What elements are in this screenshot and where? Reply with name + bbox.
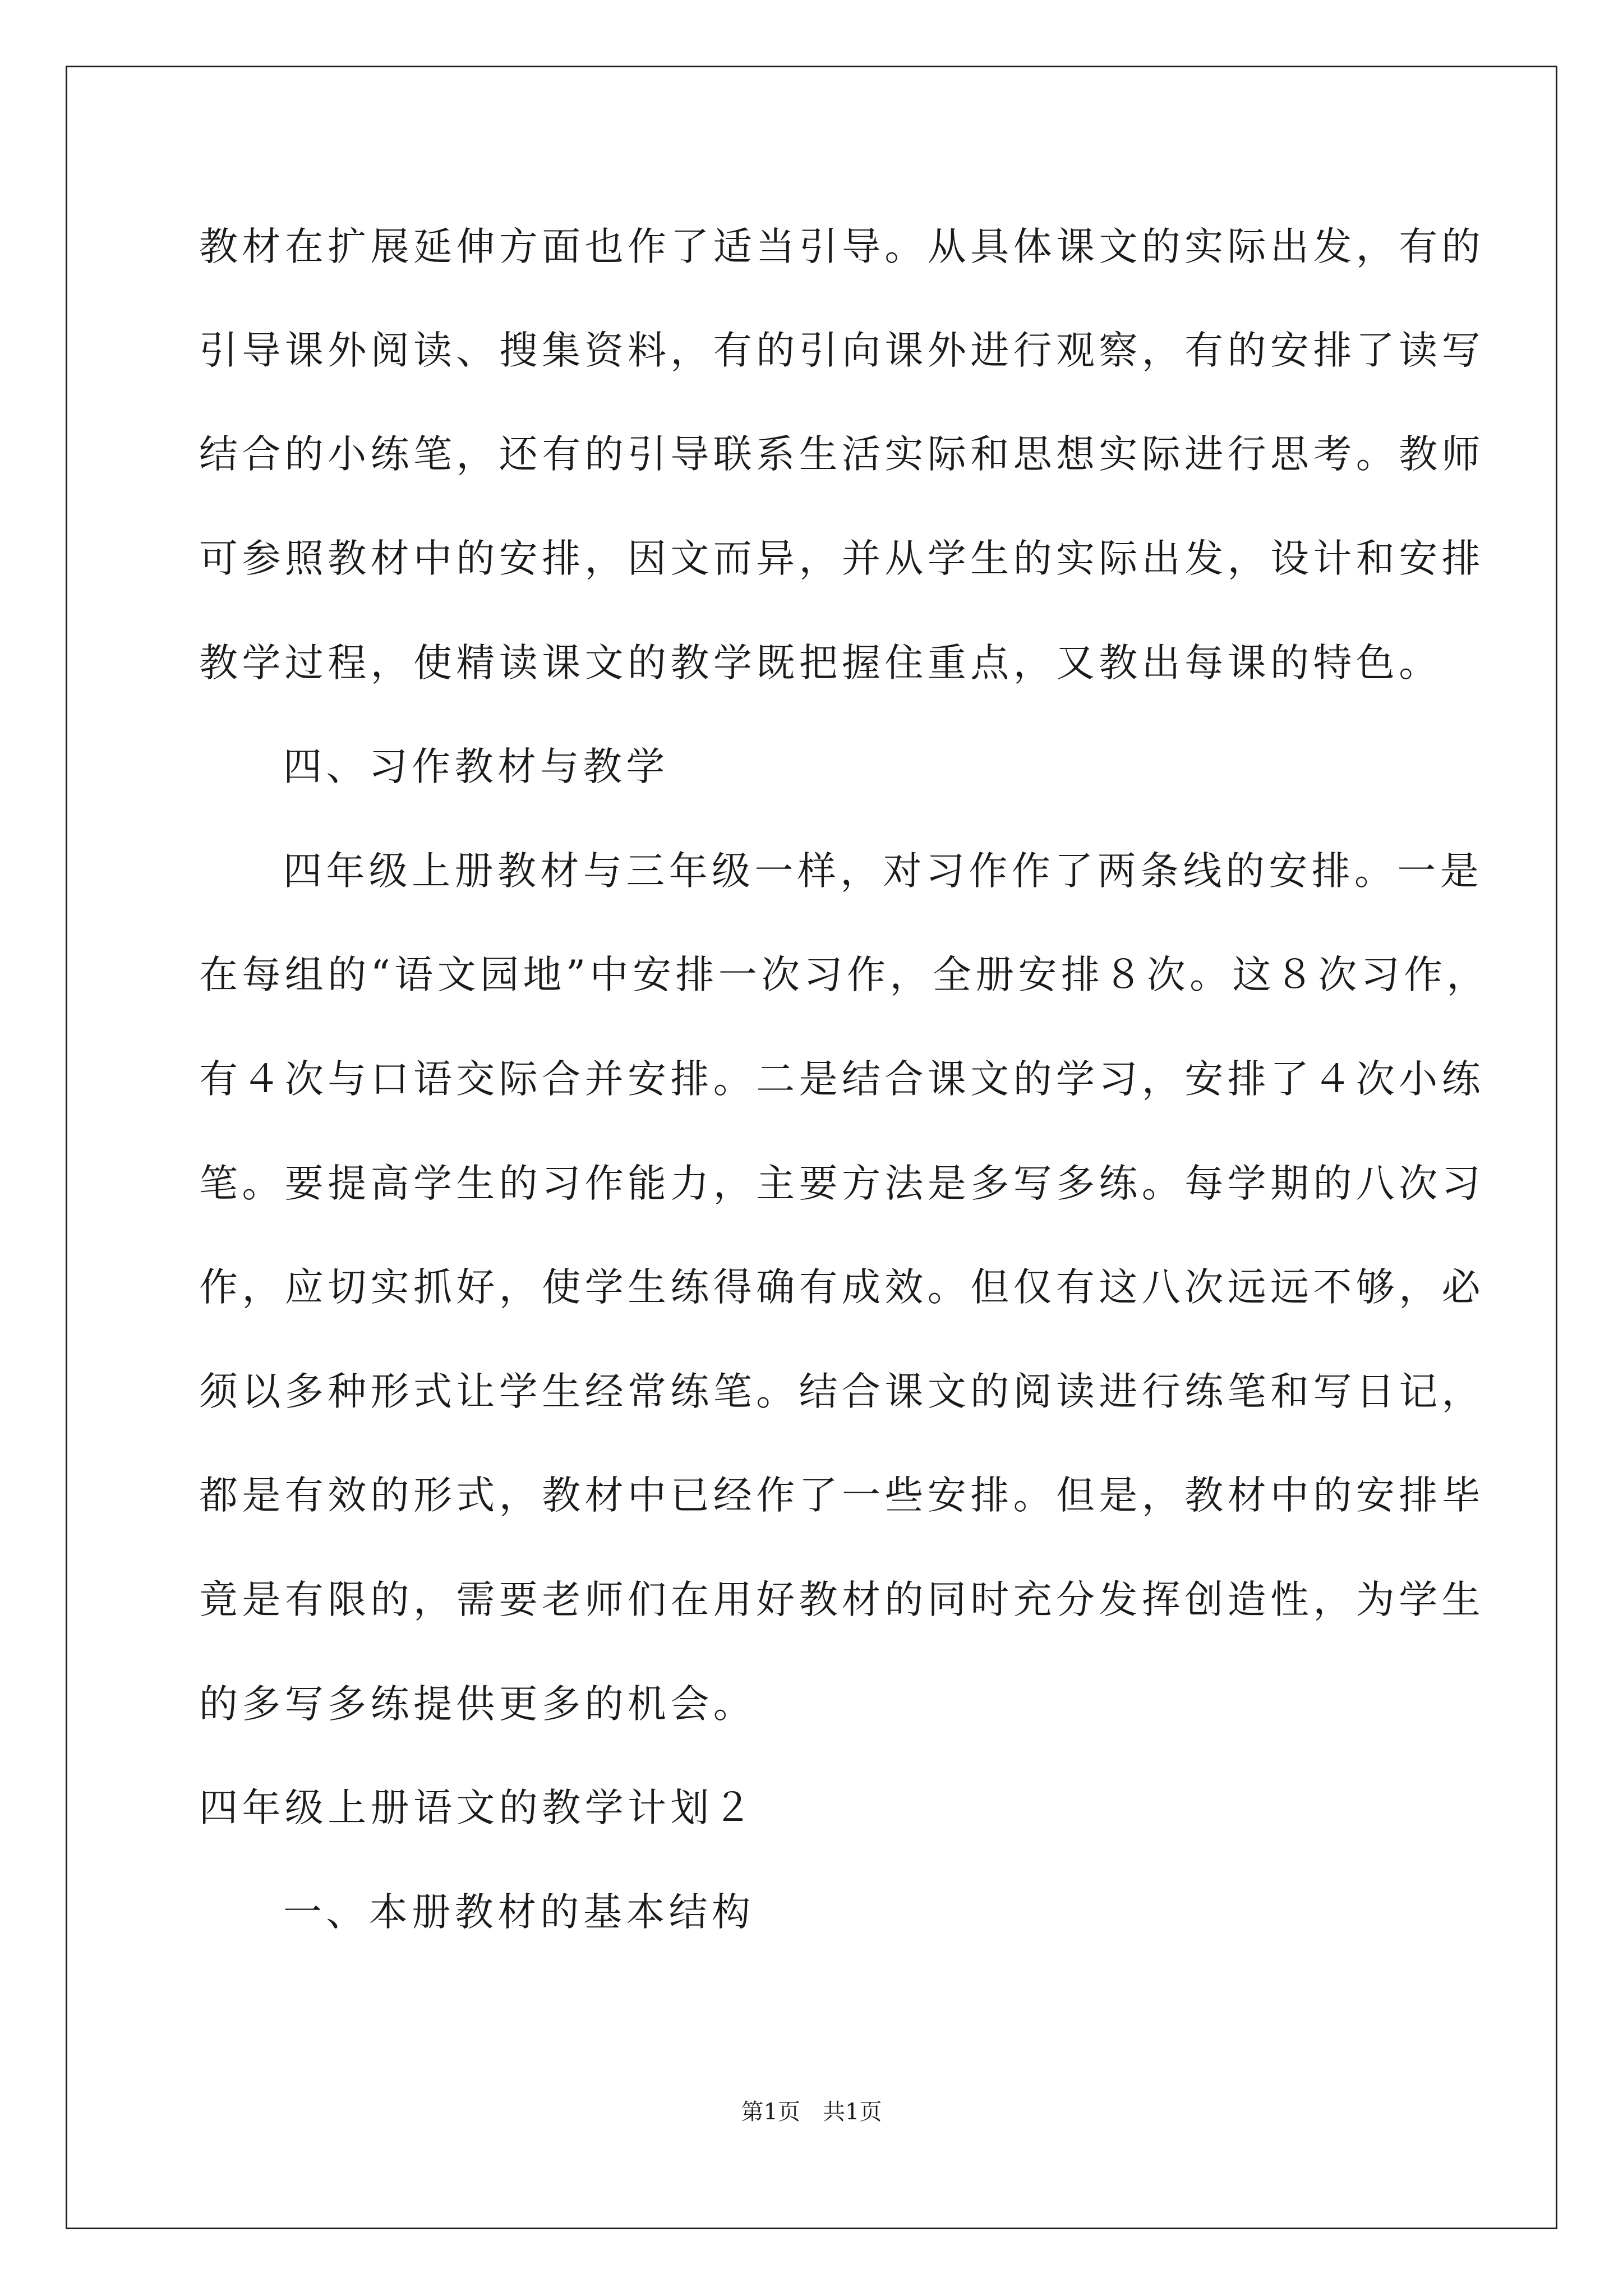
section-heading: 四、习作教材与教学 (283, 744, 669, 789)
section-heading: 一、本册教材的基本结构 (283, 1890, 755, 1935)
document-title: 四年级上册语文的教学计划２ (199, 1786, 757, 1830)
paragraph-line: 结合的小练笔，还有的引导联系生活实际和思想实际进行思考。教师 (199, 432, 1484, 477)
paragraph-line: 四年级上册教材与三年级一样，对习作作了两条线的安排。一是 (283, 849, 1483, 894)
paragraph-line: 竟是有限的，需要老师们在用好教材的同时充分发挥创造性，为学生 (199, 1577, 1484, 1622)
paragraph-line: 都是有效的形式，教材中已经作了一些安排。但是，教材中的安排毕 (199, 1473, 1484, 1518)
paragraph-line: 笔。要提高学生的习作能力，主要方法是多写多练。每学期的八次习 (199, 1161, 1484, 1206)
paragraph-line: 在每组的“语文园地”中安排一次习作，全册安排８次。这８次习作， (199, 953, 1490, 997)
paragraph-line: 引导课外阅读、搜集资料，有的引向课外进行观察，有的安排了读写 (199, 328, 1484, 373)
page-footer: 第1页 共1页 (741, 2099, 882, 2125)
paragraph-line: 可参照教材中的安排，因文而异，并从学生的实际出发，设计和安排 (199, 536, 1484, 581)
paragraph-line: 教材在扩展延伸方面也作了适当引导。从具体课文的实际出发，有的 (199, 224, 1484, 269)
paragraph-line: 的多写多练提供更多的机会。 (199, 1682, 757, 1727)
paragraph-line: 作，应切实抓好，使学生练得确有成效。但仅有这八次远远不够，必 (199, 1265, 1484, 1310)
paragraph-line: 须以多种形式让学生经常练笔。结合课文的阅读进行练笔和写日记， (199, 1369, 1484, 1414)
paragraph-line: 教学过程，使精读课文的教学既把握住重点，又教出每课的特色。 (199, 641, 1442, 685)
paragraph-line: 有４次与口语交际合并安排。二是结合课文的学习，安排了４次小练 (199, 1057, 1484, 1102)
